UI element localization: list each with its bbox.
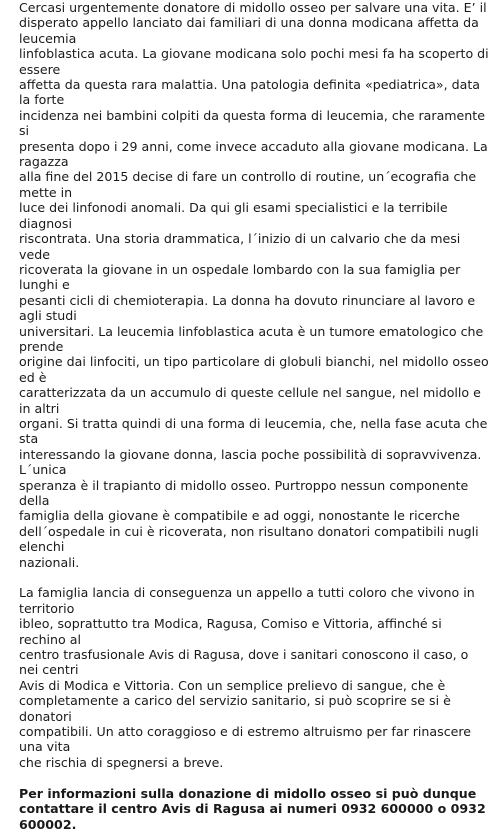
- article-paragraph-2: La famiglia lancia di conseguenza un appello a tutti coloro che vivono in territorio ibleo, soprattutto tra Modica, Ragusa, Comiso e Vittoria, affinché si rechino al centro trasfusionale Avis di Ragusa, dove i sanitari conoscono il caso, o nei centri Avis di Modica e Vittoria. Con un semplice prelievo di sangue, che è completamente a carico del servizio sanitario, si può scoprire se si è donatori compatibili. Un atto coraggioso e di estremo altruismo per far rinascere una vita che rischia di spegnersi a breve.: [19, 585, 475, 770]
- paragraph-spacer: [19, 770, 489, 785]
- paragraph-spacer: [19, 570, 489, 585]
- contact-info-paragraph: Per informazioni sulla donazione di midollo osseo si può dunque contattare il centro Avis di Ragusa ai numeri 0932 600000 o 0932 600002.: [19, 785, 486, 832]
- article-body: [19, 0, 489, 832]
- article-paragraph-1: Cercasi urgentemente donatore di midollo osseo per salvare una vita. E’ il disperato appello lanciato dai familiari di una donna modicana affetta da leucemia linfoblastica acuta. La giovane modicana solo pochi mesi fa ha scoperto di essere affetta da questa rara malattia. Una patologia definita «pediatrica», data la forte incidenza nei bambini colpiti da questa forma di leucemia, che raramente si presenta dopo i 29 anni, come invece accaduto alla giovane modicana. La ragazza alla fine del 2015 decise di fare un controllo di routine, un´ecografia che mette in luce dei linfonodi anomali. Da qui gli esami specialistici e la terribile diagnosi riscontrata. Una storia drammatica, l´inizio di un calvario che da mesi vede ricoverata la giovane in un ospedale lombardo con la sua famiglia per lunghi e pesanti cicli di chemioterapia. La donna ha dovuto rinunciare al lavoro e agli studi universitari. La leucemia linfoblastica acuta è un tumore ematologico che prende origine dai linfociti, un tipo particolare di globuli bianchi, nel midollo osseo ed è caratterizzata da un accumulo di queste cellule nel sangue, nel midollo e in altri organi. Si tratta quindi di una forma di leucemia, che, nella fase acuta che sta interessando la giovane donna, lascia poche possibilità di sopravvivenza. L´unica speranza è il trapianto di midollo osseo. Purtroppo nessun componente della famiglia della giovane è compatibile e ad oggi, nonostante le ricerche dell´ospedale in cui è ricoverata, non risultano donatori compatibili nugli elenchi nazionali.: [19, 0, 489, 570]
